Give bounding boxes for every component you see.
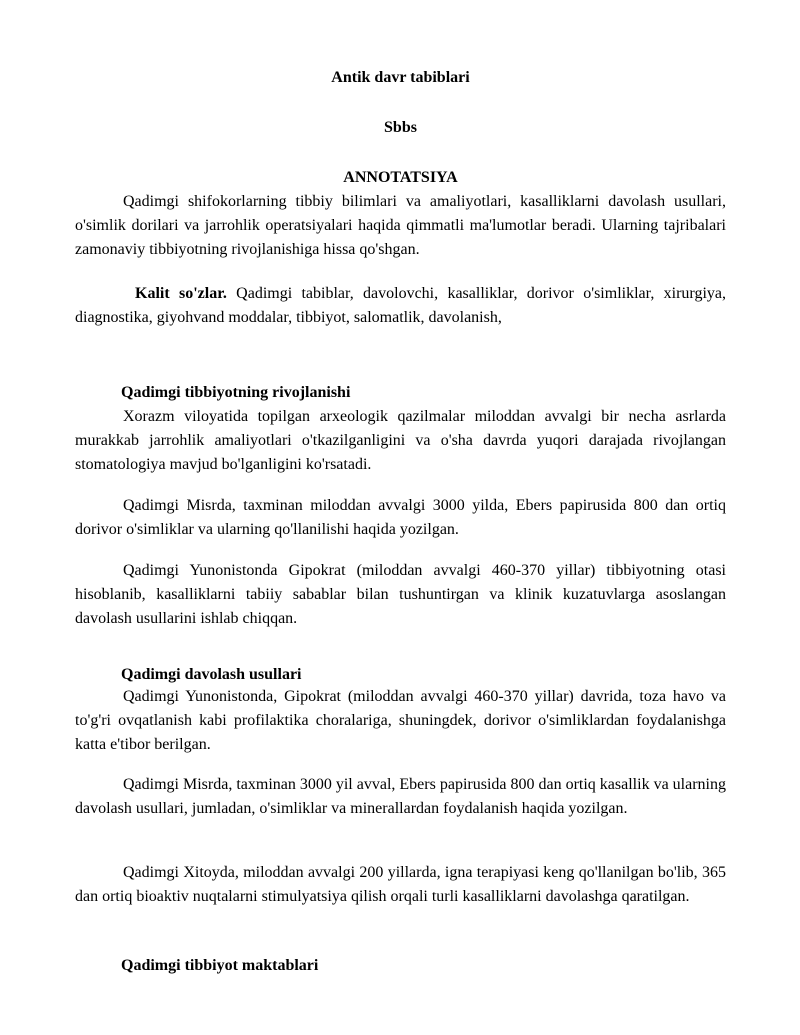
document-title: Antik davr tabiblari	[331, 69, 470, 86]
section-2-paragraph-3: Qadimgi Xitoyda, miloddan avvalgi 200 yillarda, igna terapiyasi keng qo'llanilgan bo'lib, 365 dan ortiq bioaktiv nuqtalarni stimulyatsiya qilish orqali turli kasalliklarni davolashga qaratilgan.	[75, 864, 726, 905]
section-heading-treatment: Qadimgi davolash usullari	[121, 666, 302, 683]
section-2-paragraph-1: Qadimgi Yunonistonda, Gipokrat (miloddan avvalgi 460-370 yillar) davrida, toza havo va to'g'ri ovqatlanish kabi profilaktika choralariga, shuningdek, dorivor o'simliklardan foydalanishga katta e'tibor berilgan.	[75, 688, 726, 753]
keywords-text: Qadimgi tabiblar, davolovchi, kasalliklar, dorivor o'simliklar, xirurgiya, diagnostika, giyohvand moddalar, tibbiyot, salomatlik, davolanish,	[75, 285, 727, 326]
section-heading-schools: Qadimgi tibbiyot maktablari	[121, 957, 319, 974]
annotation-text: Qadimgi shifokorlarning tibbiy bilimlari va amaliyotlari, kasalliklarni davolash usullari, o'simlik dorilari va jarrohlik operatsiyalari haqida qimmatli ma'lumotlar beradi. Ularning tajribalari zamonaviy tibbiyotning rivojlanishiga hissa qo'shgan.	[75, 193, 726, 258]
keywords-paragraph	[75, 282, 726, 330]
section-heading-development: Qadimgi tibbiyotning rivojlanishi	[121, 384, 351, 401]
keywords-label: Kalit so'zlar.	[135, 285, 227, 302]
document-author: Sbbs	[384, 119, 417, 136]
section-1-paragraph-2: Qadimgi Misrda, taxminan miloddan avvalgi 3000 yilda, Ebers papirusida 800 dan ortiq dorivor o'simliklar va ularning qo'llanilishi haqida yozilgan.	[75, 497, 726, 538]
section-1-paragraph-3: Qadimgi Yunonistonda Gipokrat (miloddan avvalgi 460-370 yillar) tibbiyotning otasi hisoblanib, kasalliklarni tabiiy sabablar bilan tushuntirgan va klinik kuzatuvlarga asoslangan davolash usullarini ishlab chiqqan.	[75, 562, 726, 627]
section-1-paragraph-1: Xorazm viloyatida topilgan arxeologik qazilmalar miloddan avvalgi bir necha asrlarda murakkab jarrohlik amaliyotlari o'tkazilganligini va o'sha davrda yuqori darajada rivojlangan stomatologiya mavjud bo'lganligini ko'rsatadi.	[75, 408, 726, 473]
section-2-paragraph-2: Qadimgi Misrda, taxminan 3000 yil avval, Ebers papirusida 800 dan ortiq kasallik va ularning davolash usullari, jumladan, o'simliklar va minerallardan foydalanish haqida yozilgan.	[75, 776, 726, 817]
annotation-heading: ANNOTATSIYA	[343, 169, 458, 186]
